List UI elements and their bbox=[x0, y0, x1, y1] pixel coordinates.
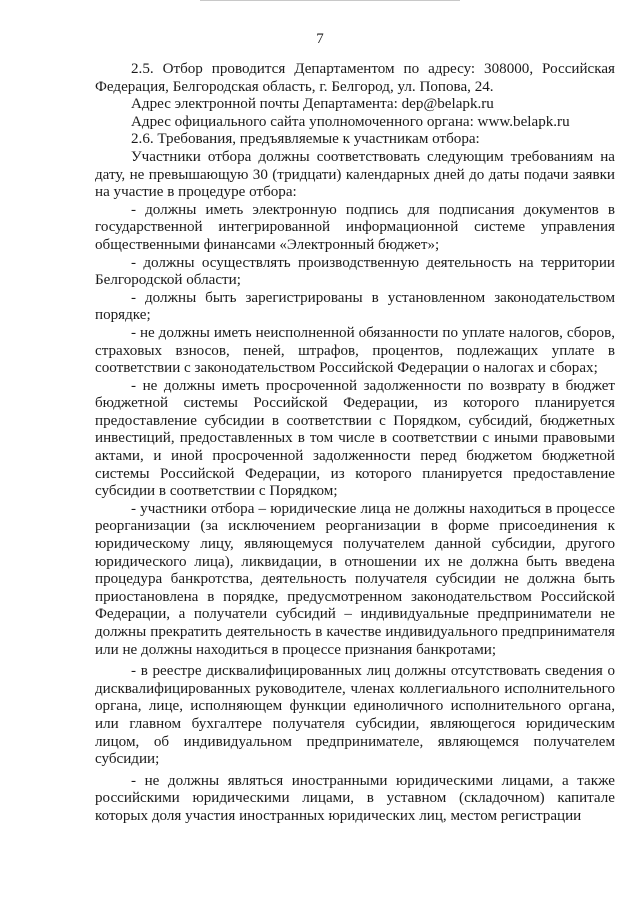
paragraph: 2.6. Требования, предъявляемые к участникам отбора: bbox=[131, 131, 480, 148]
paragraph: - не должны иметь неисполненной обязанности по уплате налогов, сборов, страховых взносов, пеней, штрафов, процентов, подлежащих уплате в соответствии с законодательством Российской Федерации о налогах и сборах; bbox=[95, 324, 615, 377]
scan-edge-marks bbox=[200, 0, 460, 3]
paragraph: Участники отбора должны соответствовать следующим требованиям на дату, не превышающую 30 (тридцати) календарных дней до даты подачи заявки на участие в процедуре отбора: bbox=[95, 148, 615, 201]
paragraph: - должны осуществлять производственную деятельность на территории Белгородской области; bbox=[95, 254, 615, 289]
document-body bbox=[95, 61, 615, 826]
paragraph: - не должны иметь просроченной задолженности по возврату в бюджет бюджетной системы Российской Федерации, из которого планируется предоставление субсидии в соответствии с Порядком, субсидий, бюджетных инвестиций, предоставленных в том числе в соответствии с иными правовыми актами, и иной просроченной задолженности перед бюджетом бюджетной системы Российской Федерации, из которого планируется предоставление субсидии в соответствии с Порядком; bbox=[95, 377, 615, 500]
paragraph: - должны быть зарегистрированы в установленном законодательством порядке; bbox=[95, 289, 615, 324]
paragraph: Адрес электронной почты Департамента: dep@belapk.ru bbox=[131, 96, 494, 113]
paragraph: - в реестре дисквалифицированных лиц должны отсутствовать сведения о дисквалифицированных руководителе, членах коллегиального исполнительного органа, лице, исполняющем функции единоличного исполнительного органа, или главном бухгалтере получателя субсидии, являющегося юридическим лицом, об индивидуальном предпринимателе, являющемся получателем субсидии; bbox=[95, 663, 615, 768]
paragraph: - не должны являться иностранными юридическими лицами, а также российскими юридическими лицами, в уставном (складочном) капитале которых доля участия иностранных юридических лиц, местом регистрации bbox=[95, 772, 615, 824]
paragraph: Адрес официального сайта уполномоченного органа: www.belapk.ru bbox=[131, 113, 570, 130]
paragraph: - должны иметь электронную подпись для подписания документов в государственной интегрированной информационной системе управления общественными финансами «Электронный бюджет»; bbox=[95, 201, 615, 253]
paragraph: - участники отбора – юридические лица не должны находиться в процессе реорганизации (за исключением реорганизации в форме присоединения к юридическому лицу, являющемуся получателем данной субсидии, другого юридического лица), ликвидации, в отношении их не должна быть введена процедура банкротства, деятельность получателя субсидии не должна быть приостановлена в порядке, предусмотренном законодательством Российской Федерации, а получатели субсидий – индивидуальные предприниматели не должны прекратить деятельность в качестве индивидуального предпринимателя или не должны находиться в процессе признания банкротами; bbox=[95, 500, 615, 658]
paragraph: 2.5. Отбор проводится Департаментом по адресу: 308000, Российская Федерация, Белгородская область, г. Белгород, ул. Попова, 24. bbox=[95, 61, 615, 95]
page-number: 7 bbox=[316, 31, 324, 47]
